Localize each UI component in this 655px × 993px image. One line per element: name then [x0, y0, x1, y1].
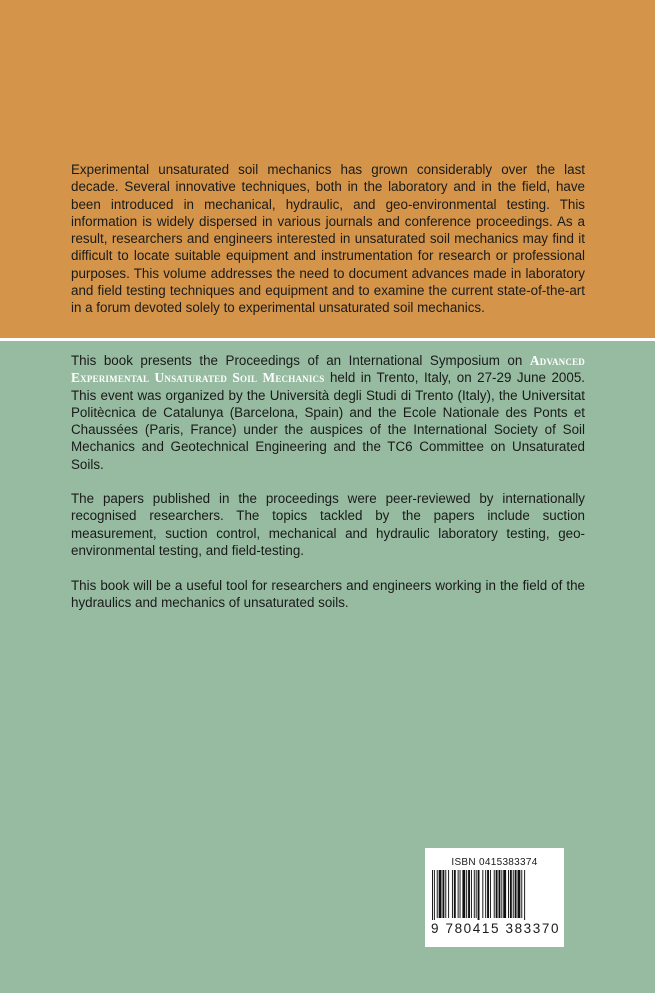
barcode-stripe — [439, 870, 442, 918]
barcode-stripe — [448, 870, 449, 918]
barcode-stripe — [482, 870, 483, 918]
barcode-stripe — [494, 870, 495, 918]
usefulness-paragraph: This book will be a useful tool for researchers and engineers working in the field of the hydraulics and mechanics of unsaturated soils. — [71, 578, 585, 611]
barcode-stripe — [466, 870, 467, 918]
barcode-stripe — [460, 870, 461, 918]
barcode-stripe — [518, 870, 521, 918]
barcode-stripe — [474, 870, 475, 918]
barcode-stripe — [468, 870, 470, 918]
barcode-icon — [432, 870, 558, 920]
barcode-stripe — [452, 870, 453, 918]
barcode-stripe — [442, 870, 444, 918]
intro-paragraph: Experimental unsaturated soil mechanics has grown considerably over the last decade. Several innovative techniques, both in the laboratory and in the field, have been introduced in mechanical, hydraulic, and geo-environmental testing. This information is widely dispersed in various journals and conference proceedings. As a result, researchers and engineers interested in unsaturated soil mechanics may find it difficult to locate suitable equipment and instrumentation for research or professional purposes. This volume addresses the need to document advances made in laboratory and field testing techniques and equipment and to examine the current state-of-the-art in a forum devoted solely to experimental unsaturated soil mechanics. — [71, 162, 585, 316]
barcode-stripe — [501, 870, 502, 918]
barcode-stripe — [478, 870, 480, 920]
barcode-stripe — [485, 870, 486, 918]
barcode-stripe — [432, 870, 433, 920]
symposium-title: Advanced Experimental Unsaturated Soil Mechanics — [71, 353, 585, 386]
barcode-digits: 9 780415 383370 — [431, 921, 561, 936]
barcode-stripe — [487, 870, 489, 918]
barcode-stripe — [476, 870, 477, 918]
barcode-stripe — [508, 870, 509, 918]
barcode-stripe — [471, 870, 472, 918]
barcode-stripe — [454, 870, 456, 918]
barcode-stripe — [445, 870, 446, 918]
barcode-stripe — [515, 870, 517, 918]
barcode-stripe — [499, 870, 501, 918]
isbn-number: ISBN 0415383374 — [451, 857, 538, 868]
proceedings-paragraph — [71, 352, 585, 473]
barcode-stripe — [524, 870, 525, 920]
barcode-stripe — [458, 870, 459, 918]
barcode-label — [425, 848, 564, 947]
barcode-stripe — [437, 870, 438, 918]
review-paragraph: The papers published in the proceedings were peer-reviewed by internationally recognised researchers. The topics tackled by the papers include suction measurement, suction control, mechanical and hydraulic laboratory testing, geo-environmental testing, and field-testing. — [71, 491, 585, 558]
barcode-stripe — [521, 870, 522, 918]
proceedings-text-before: This book presents the Proceedings of an International Symposium on — [71, 353, 530, 368]
barcode-stripe — [510, 870, 512, 918]
barcode-stripe — [434, 870, 435, 920]
proceedings-text-after: held in Trento, Italy, on 27-29 June 2005. This event was organized by the Università degli Studi di Trento (Italy), the Universitat Politècnica de Catalunya (Barcelona, Spain) and the Ecole Nationale des Ponts et Chaussées (Paris, France) under the auspices of the International Society of Soil Mechanics and Geotechnical Engineering and the TC6 Committee on Unsaturated Soils. — [71, 370, 585, 472]
barcode-stripe — [490, 870, 491, 918]
barcode-stripe — [513, 870, 514, 918]
barcode-stripe — [496, 870, 498, 918]
barcode-stripe — [503, 870, 506, 918]
barcode-stripe — [462, 870, 465, 918]
